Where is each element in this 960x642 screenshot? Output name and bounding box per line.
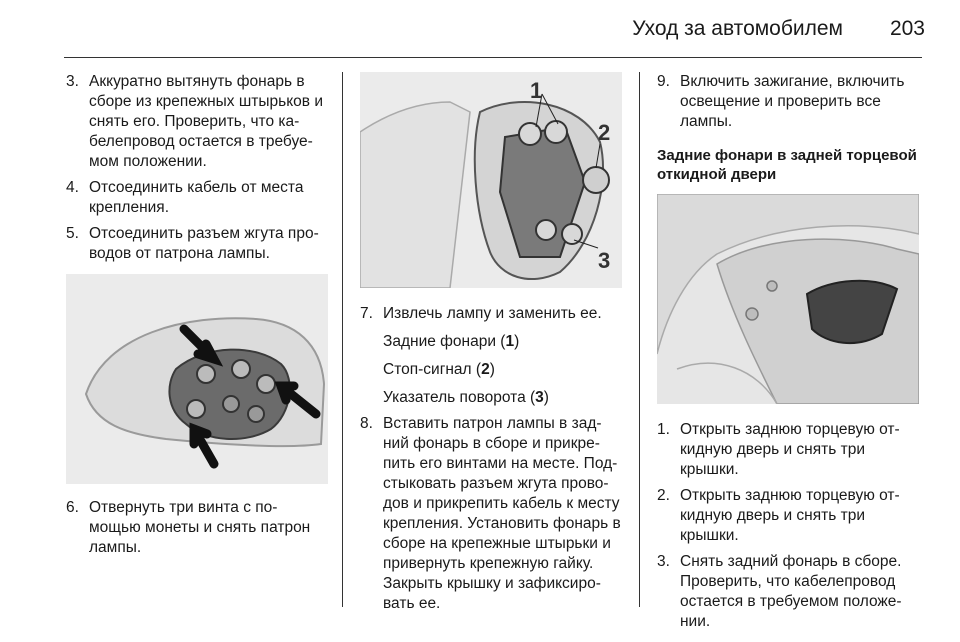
- list-item: [657, 552, 919, 632]
- list-item: [66, 72, 328, 172]
- step-number: 7.: [360, 305, 373, 322]
- step-text: Открыть заднюю торцевую от-кидную дверь и снять три крышки.: [680, 487, 900, 544]
- list-item: [657, 72, 919, 132]
- step-number: 4.: [66, 179, 79, 196]
- callout-3: 3: [598, 248, 611, 273]
- step-number: 8.: [360, 415, 373, 432]
- column-middle: [360, 72, 622, 620]
- list-item: [360, 304, 622, 408]
- step-number: 9.: [657, 73, 670, 90]
- bulb-label: Указатель поворота (: [383, 389, 536, 406]
- page-number: 203: [889, 17, 925, 40]
- header-rule: [64, 57, 922, 58]
- step-text: Отвернуть три винта с по-мощью монеты и снять патрон лампы.: [89, 499, 311, 556]
- step-number: 1.: [657, 421, 670, 438]
- callout-ref: 1: [505, 333, 515, 350]
- bracket-close: ): [514, 333, 520, 350]
- figure-bulb-positions: [360, 72, 622, 288]
- list-item: [360, 414, 622, 614]
- bulb-line-tail-lights: [383, 332, 622, 352]
- steps-list-right-top: [657, 72, 919, 132]
- step-text: Аккуратно вытянуть фонарь в сборе из крепежных штырьков и снять его. Проверить, что ка-белепровод остается в требуе-мом положении.: [89, 73, 323, 170]
- bulb-label: Задние фонари (: [383, 333, 506, 350]
- figure-liftgate-covers: [657, 194, 919, 404]
- list-item: [66, 224, 328, 264]
- list-item: [657, 420, 919, 480]
- step-text: Извлечь лампу и заменить ее.: [383, 305, 602, 322]
- step-number: 3.: [66, 73, 79, 90]
- steps-list-middle: [360, 304, 622, 614]
- step-text: Отсоединить кабель от места крепления.: [89, 179, 304, 216]
- step-text: Отсоединить разъем жгута про-водов от патрона лампы.: [89, 225, 319, 262]
- step-number: 6.: [66, 499, 79, 516]
- steps-list-right-bottom: [657, 420, 919, 632]
- bulb-line-turn-signal: [383, 388, 622, 408]
- bulb-line-brake-light: [383, 360, 622, 380]
- callout-1: 1: [530, 78, 543, 103]
- steps-list-bottom: [66, 498, 328, 558]
- callout-2: 2: [598, 120, 611, 145]
- header-title: Уход за автомобилем: [632, 17, 843, 40]
- column-divider-right: [639, 72, 640, 607]
- step-text: Снять задний фонарь в сборе. Проверить, что кабелепровод остается в требуемом положе-нии.: [680, 553, 902, 630]
- step-number: 2.: [657, 487, 670, 504]
- column-divider-left: [342, 72, 343, 607]
- callout-ref: 3: [535, 389, 544, 406]
- step-number: 5.: [66, 225, 79, 242]
- step-text: Вставить патрон лампы в зад-ний фонарь в сборе и прикре-пить его винтами на месте. Под-стыковать разъем жгута прово-дов и прикрепить кабель к месту крепления. Установить фонарь в сборе на крепежные штырьки и привернуть крепежную гайку. Закрыть крышку и зафиксиро-вать ее.: [383, 415, 621, 612]
- step-text: Включить зажигание, включить освещение и проверить все лампы.: [680, 73, 905, 130]
- list-item: [657, 486, 919, 546]
- list-item: [66, 178, 328, 218]
- column-left: [66, 72, 328, 564]
- step-text: Открыть заднюю торцевую от-кидную дверь и снять три крышки.: [680, 421, 900, 478]
- callout-ref: 2: [481, 361, 490, 378]
- bulb-label: Стоп-сигнал (: [383, 361, 482, 378]
- column-right: [657, 72, 919, 638]
- step-number: 3.: [657, 553, 670, 570]
- bracket-close: ): [489, 361, 495, 378]
- list-item: [66, 498, 328, 558]
- figure-lamp-holder-screws: [66, 274, 328, 484]
- steps-list-top: [66, 72, 328, 264]
- section-heading: Задние фонари в задней торцевой откидной двери: [657, 147, 917, 183]
- bracket-close: ): [543, 389, 549, 406]
